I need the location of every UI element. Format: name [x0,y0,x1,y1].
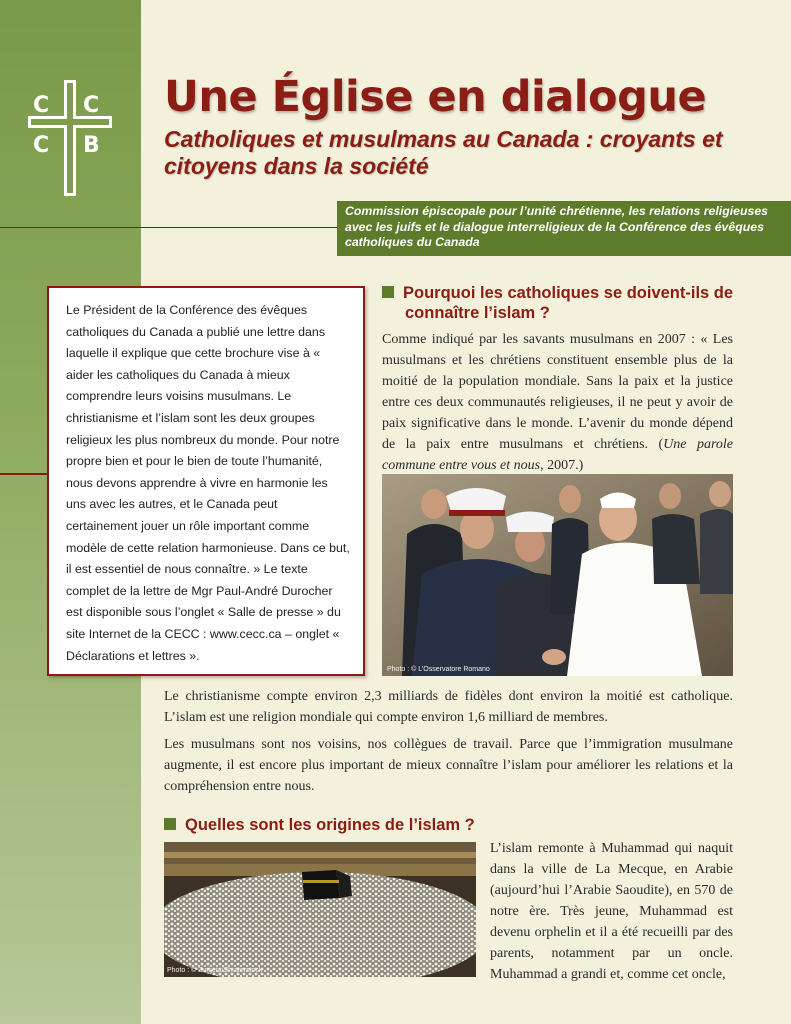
photo1-credit: Photo : © L’Osservatore Romano [387,666,490,673]
paragraph-origins: L’islam remonte à Muhammad qui naquit dans la ville de La Mecque, en Arabie (aujourd’hui l’Arabie Saoudite), en 570 de notre ère. Très jeune, Muhammad est devenu orphelin et il a été recueilli par des parents, notamment par un oncle. Muhammad a grandi et, comme cet oncle, [490,841,733,982]
square-bullet-icon [164,818,176,830]
cecc-cross-logo [24,78,116,200]
photo-pope-handshake [382,474,733,676]
section-heading-why-text: Pourquoi les catholiques se doivent-ils de connaître l’islam ? [403,284,734,322]
callout-connector [0,473,48,475]
commission-banner: Commission épiscopale pour l’unité chrétienne, les relations religieuses avec les juifs et le dialogue interreligieux de la Conférence des évêques catholiques du Canada [337,201,791,256]
president-letter-box: Le Président de la Conférence des évêques catholiques du Canada a publié une lettre dans laquelle il explique que cette brochure vise à « aider les catholiques du Canada à mieux comprendre leurs voisins musulmans. Le christianisme et l’islam sont les deux groupes religieux les plus nombreux du monde. Pour notre propre bien et pour le bien de toute l’humanité, nous devons apprendre à vivre en harmonie les uns avec les autres, et le Canada peut certainement jouer un rôle important comme modèle de cette relation harmonieuse. Dans ce but, il est essentiel de nous connaître. » Le texte complet de la lettre de Mgr Paul-André Durocher est disponible sous l’onglet « Salle de presse » du site Internet de la CECC : www.cecc.ca – onglet « Déclarations et lettres ». [47,286,365,676]
quote-citation: Une parole commune entre vous et nous [382,437,734,473]
photo2-credit: Photo : © Zurijeta/Shutterstock [167,967,263,974]
section-heading-why [382,283,785,323]
svg-text:B: B [83,133,100,158]
paragraph-neighbours: Les musulmans sont nos voisins, nos collègues de travail. Parce que l’immigration musulmane augmente, il est encore plus important de mieux connaître l’islam pour améliorer les relations et la compréhension entre nous. [164,737,733,794]
quote-citation-year: , 2007.) [540,458,584,473]
square-bullet-icon [382,286,394,298]
header-divider [0,227,337,228]
page-subtitle: Catholiques et musulmans au Canada : croyants et citoyens dans la société [164,126,723,179]
paragraph-population: Le christianisme compte environ 2,3 milliards de fidèles dont environ la moitié est catholique. L’islam est une religion mondiale qui compte environ 1,6 milliard de membres. [164,689,733,725]
section-heading-origins [164,815,475,835]
photo-kaaba-mecca [164,842,476,977]
svg-text:C: C [83,93,100,118]
section-heading-origins-text: Quelles sont les origines de l’islam ? [185,816,475,834]
quote-text: Comme indiqué par les savants musulmans en 2007 : « Les musulmans et les chrétiens constituent ensemble plus de la moitié de la population mondiale. Sans la paix et la justice entre ces deux communautés religieuses, il ne peut y avoir de paix significative dans le monde. L’avenir du monde dépend de la paix entre musulmans et chrétiens. ( [382,332,733,452]
paragraph-scholars-quote [382,329,733,476]
svg-text:C: C [33,93,50,118]
page-title: Une Église en dialogue [164,72,707,122]
svg-text:C: C [33,133,50,158]
